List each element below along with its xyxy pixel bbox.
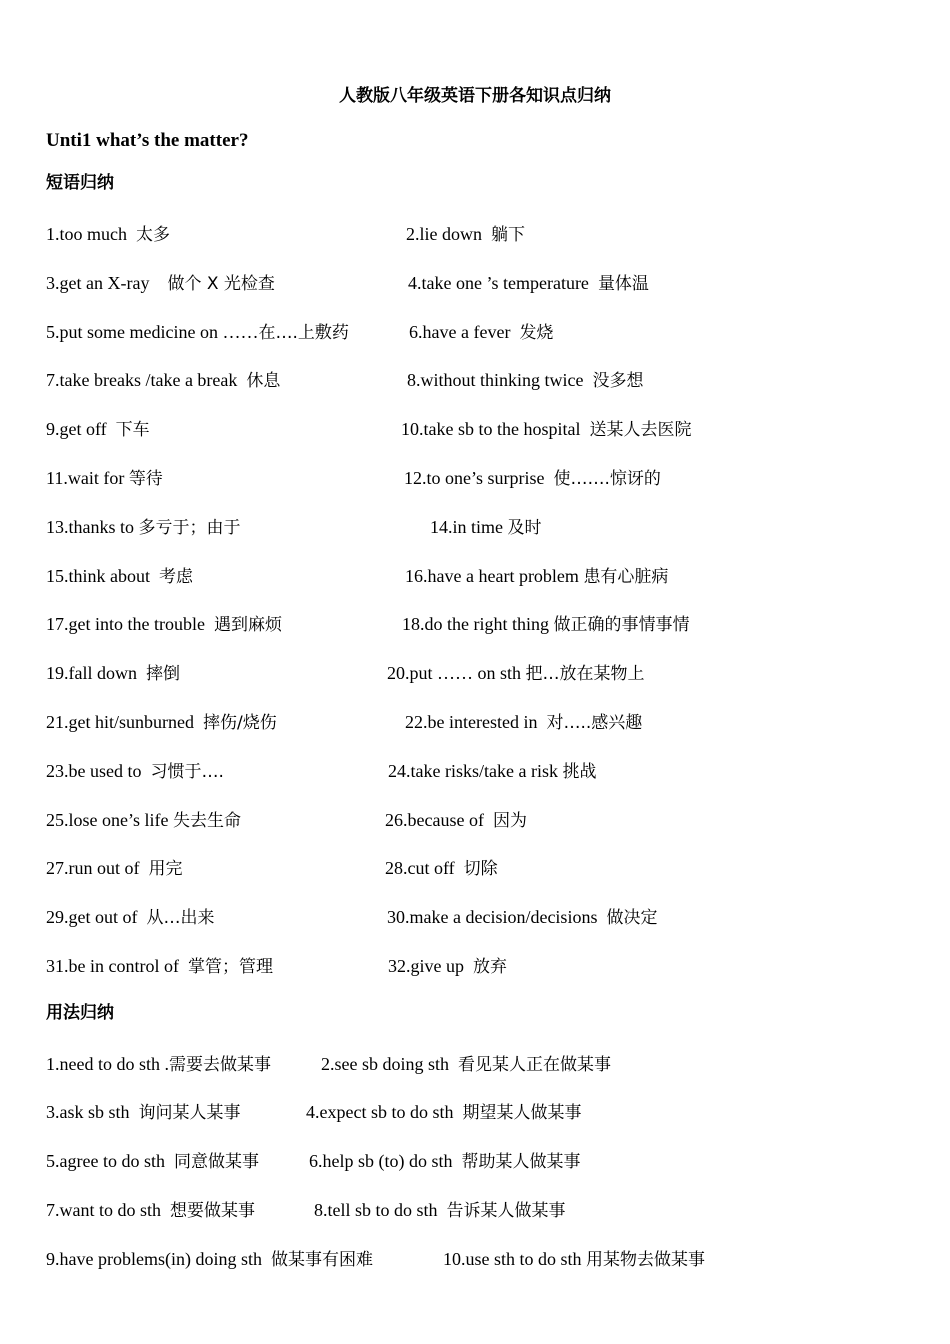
phrase-item: 7.take breaks /take a break 休息 [46,370,281,391]
phrase-item: 9.get off 下车 [46,419,150,440]
usage-item: 8.tell sb to do sth 告诉某人做某事 [314,1200,566,1221]
phrase-item: 1.too much 太多 [46,224,170,245]
usage-item: 1.need to do sth .需要去做某事 [46,1054,271,1075]
phrase-item: 21.get hit/sunburned 摔伤/烧伤 [46,712,277,733]
phrase-item: 11.wait for 等待 [46,468,163,489]
phrase-item: 26.because of 因为 [385,810,527,831]
phrase-item: 20.put …… on sth 把…放在某物上 [387,663,645,684]
phrase-item: 18.do the right thing 做正确的事情事情 [402,614,690,635]
phrase-item: 30.make a decision/decisions 做决定 [387,907,658,928]
phrase-item: 32.give up 放弃 [388,956,507,977]
phrase-item: 4.take one ’s temperature 量体温 [408,273,649,294]
usage-heading: 用法归纳 [46,1003,114,1023]
phrase-item: 29.get out of 从…出来 [46,907,215,928]
unit-title: Unti1 what’s the matter? [46,130,249,151]
phrase-item: 31.be in control of 掌管；管理 [46,956,273,977]
phrase-item: 10.take sb to the hospital 送某人去医院 [401,419,692,440]
phrase-item: 6.have a fever 发烧 [409,322,554,343]
phrase-item: 16.have a heart problem 患有心脏病 [405,566,669,587]
phrase-item: 28.cut off 切除 [385,858,498,879]
phrase-item: 8.without thinking twice 没多想 [407,370,644,391]
usage-item: 6.help sb (to) do sth 帮助某人做某事 [309,1151,581,1172]
phrase-item: 13.thanks to 多亏于；由于 [46,517,241,538]
phrase-item: 19.fall down 摔倒 [46,663,180,684]
phrase-item: 15.think about 考虑 [46,566,193,587]
phrase-item: 2.lie down 躺下 [406,224,525,245]
phrase-item: 5.put some medicine on ……在….上敷药 [46,322,349,343]
usage-item: 3.ask sb sth 询问某人某事 [46,1102,241,1123]
phrases-heading: 短语归纳 [46,173,114,193]
usage-item: 2.see sb doing sth 看见某人正在做某事 [321,1054,611,1075]
phrase-item: 14.in time 及时 [430,517,542,538]
usage-item: 9.have problems(in) doing sth 做某事有困难 [46,1249,373,1270]
phrase-item: 27.run out of 用完 [46,858,183,879]
page-title: 人教版八年级英语下册各知识点归纳 [339,86,611,106]
usage-item: 10.use sth to do sth 用某物去做某事 [443,1249,706,1270]
phrase-item: 22.be interested in 对…..感兴趣 [405,712,643,733]
phrase-item: 23.be used to 习惯于…. [46,761,224,782]
usage-item: 4.expect sb to do sth 期望某人做某事 [306,1102,582,1123]
phrase-item: 24.take risks/take a risk 挑战 [388,761,597,782]
phrase-item: 12.to one’s surprise 使…….惊讶的 [404,468,661,489]
usage-item: 7.want to do sth 想要做某事 [46,1200,255,1221]
usage-item: 5.agree to do sth 同意做某事 [46,1151,259,1172]
phrase-item: 3.get an X-ray 做个 X 光检查 [46,273,275,294]
phrase-item: 17.get into the trouble 遇到麻烦 [46,614,282,635]
phrase-item: 25.lose one’s life 失去生命 [46,810,241,831]
